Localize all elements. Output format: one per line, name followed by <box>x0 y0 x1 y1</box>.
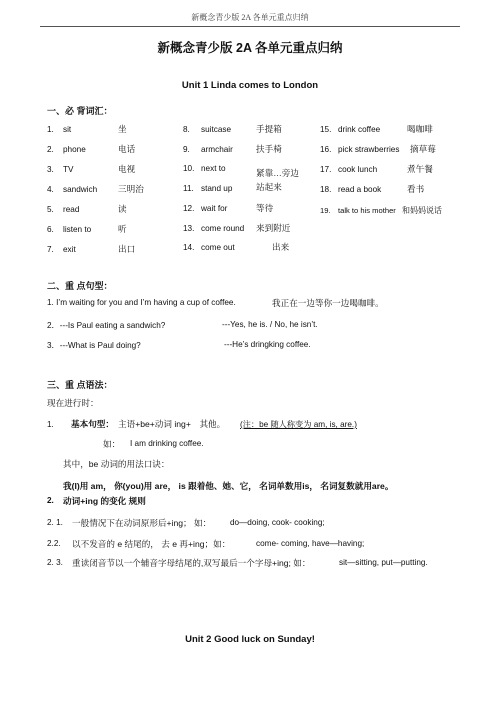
header-rule <box>40 26 460 27</box>
unit2-title: Unit 2 Good luck on Sunday! <box>185 634 315 645</box>
unit1-title: Unit 1 Linda comes to London <box>181 80 319 91</box>
be-usage-rhyme: 我(I)用 am， 你(you)用 are， is 跟着他、她、它， 名词单数用is， 名词复数就用are。 <box>63 481 394 491</box>
running-header: 新概念青少版 2A 各单元重点归纳 <box>191 13 309 22</box>
sentences-heading: 二、重 点句型： <box>47 281 113 291</box>
grammar-heading: 三、重 点语法： <box>47 380 113 390</box>
document-title: 新概念青少版 2A 各单元重点归纳 <box>157 41 343 55</box>
be-usage-intro: 其中，be 动词的用法口诀： <box>63 459 170 469</box>
grammar-topic: 现在进行时： <box>47 398 99 408</box>
vocab-heading: 一、必 背词汇： <box>47 106 113 116</box>
